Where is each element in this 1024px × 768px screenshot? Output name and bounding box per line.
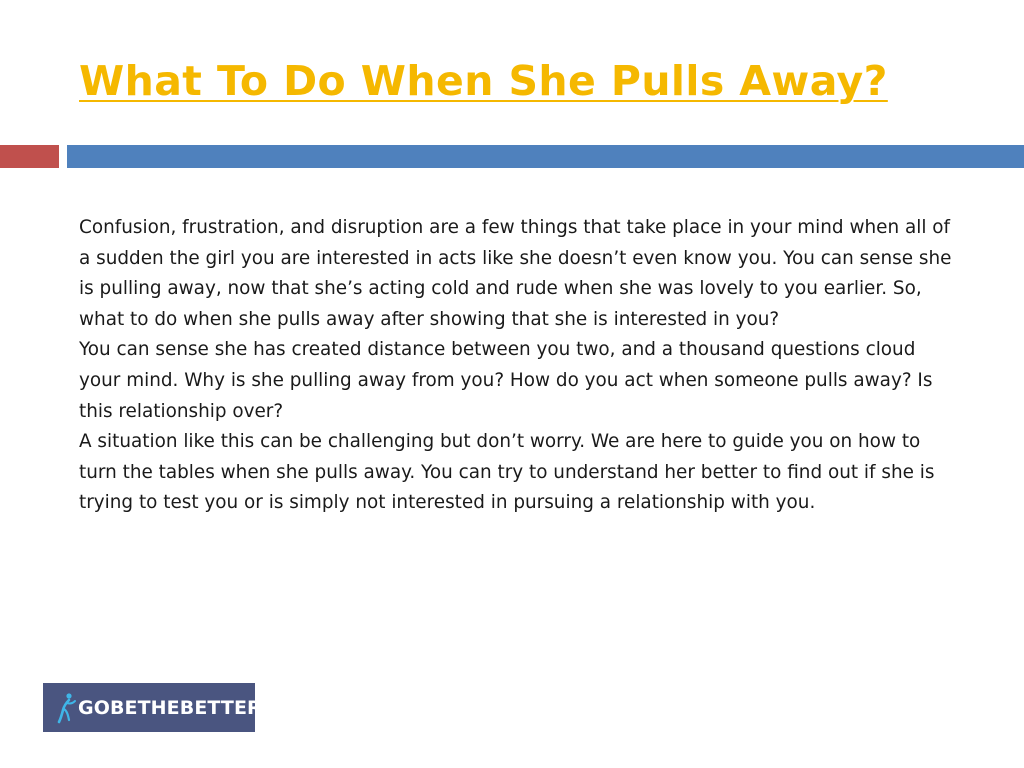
body-text <box>79 213 959 519</box>
paragraph-2: You can sense she has created distance between you two, and a thousand questions cloud your mind. Why is she pulling away from you? How do you act when someone pulls away? Is this relationship over? <box>79 339 933 422</box>
slide-title <box>79 52 888 110</box>
paragraph-1: Confusion, frustration, and disruption are a few things that take place in your mind when all of a sudden the girl you are interested in acts like she doesn’t even know you. You can sense she is pulling away, now that she’s acting cold and rude when she was lovely to you earlier. So, what to do when she pulls away after showing that she is interested in you? <box>79 217 952 330</box>
title-link[interactable]: What To Do When She Pulls Away? <box>79 57 888 105</box>
brand-logo <box>43 683 262 732</box>
running-figure-icon <box>57 692 77 724</box>
paragraph-3: A situation like this can be challenging but don’t worry. We are here to guide you on how to turn the tables when she pulls away. You can try to understand her better to find out if she is trying to test you or is simply not interested in pursuing a relationship with you. <box>79 431 935 514</box>
accent-bar-blue <box>67 145 1024 168</box>
logo-text: GOBETHEBETTER <box>78 696 262 719</box>
accent-bar-red <box>0 145 59 168</box>
